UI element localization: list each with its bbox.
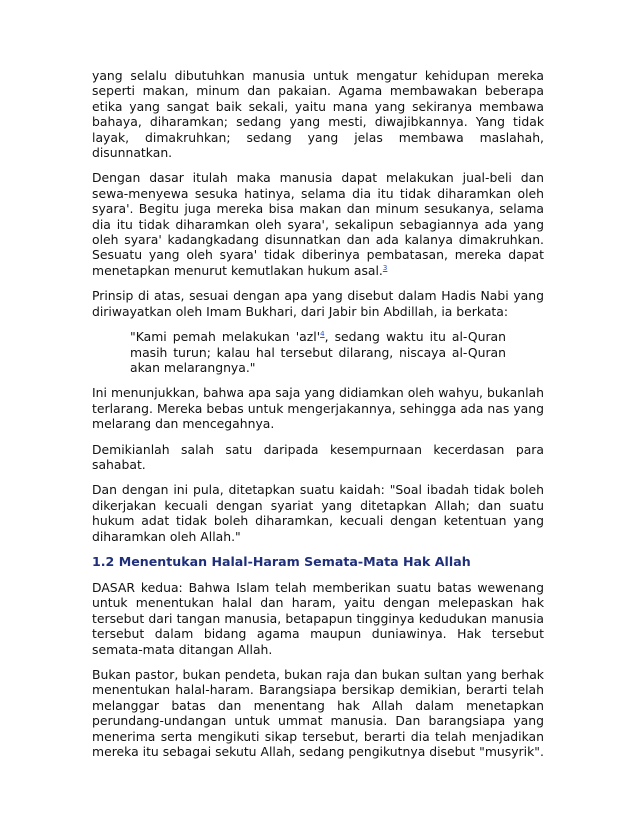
paragraph-demikianlah: Demikianlah salah satu daripada kesempurnaan kecerdasan para sahabat. bbox=[92, 441, 544, 472]
paragraph-dasar-text: Dengan dasar itulah maka manusia dapat melakukan jual-beli dan sewa-menyewa sesuka hatinya, selama dia itu tidak diharamkan oleh syara'. Begitu juga mereka bisa makan dan minum sesukanya, selama dia itu tidak diharamkan oleh syara', sekalipun sebagiannya ada yang oleh syara' kadangkadang disunnatkan dan ada kalanya dimakruhkan. Sesuatu yang oleh syara' tidak diberinya pembatasan, mereka dapat menetapkan menurut kemutlakan hukum asal. bbox=[92, 170, 544, 278]
paragraph-bukan-pastor: Bukan pastor, bukan pendeta, bukan raja dan bukan sultan yang berhak menentukan halal-haram. Barangsiapa bersikap demikian, berarti telah melanggar batas dan menentang hak Allah dalam menetapkan perundang-undangan untuk ummat manusia. Dan barangsiapa yang menerima serta mengikuti sikap tersebut, berarti dia telah menjadikan mereka itu sebagai sekutu Allah, sedang pengikutnya disebut "musyrik". bbox=[92, 667, 544, 760]
paragraph-ini-menunjukkan: Ini menunjukkan, bahwa apa saja yang didiamkan oleh wahyu, bukanlah terlarang. Mereka bebas untuk mengerjakannya, sehingga ada nas yang melarang dan mencegahnya. bbox=[92, 385, 544, 432]
paragraph-etika: yang selalu dibutuhkan manusia untuk mengatur kehidupan mereka seperti makan, minum dan pakaian. Agama membawakan beberapa etika yang sangat baik sekali, yaitu mana yang sekiranya membawa bahaya, diharamkan; sedang yang mesti, diwajibkannya. Yang tidak layak, dimakruhkan; sedang yang jelas membawa maslahah, disunnatkan. bbox=[92, 68, 544, 161]
footnote-ref-3[interactable] bbox=[383, 264, 387, 272]
footnote-link-4[interactable]: 4 bbox=[320, 329, 325, 338]
paragraph-prinsip: Prinsip di atas, sesuai dengan apa yang disebut dalam Hadis Nabi yang diriwayatkan oleh Imam Bukhari, dari Jabir bin Abdillah, ia berkata: bbox=[92, 288, 544, 319]
hadith-quote bbox=[130, 329, 506, 375]
quote-text-end: , sedang waktu itu al-Quran masih turun; kalau hal tersebut dilarang, niscaya al-Quran akan melarangnya." bbox=[130, 329, 506, 375]
footnote-link-3[interactable]: 3 bbox=[382, 263, 388, 272]
paragraph-dasar-hukum-asal bbox=[92, 170, 544, 278]
document-page bbox=[92, 68, 544, 769]
section-heading: 1.2 Menentukan Halal-Haram Semata-Mata Hak Allah bbox=[92, 553, 471, 569]
quote-text-start: "Kami pemah melakukan 'azl' bbox=[130, 329, 321, 345]
paragraph-dasar-kedua: DASAR kedua: Bahwa Islam telah memberikan suatu batas wewenang untuk menentukan halal dan haram, yaitu dengan melepaskan hak tersebut dari tangan manusia, betapapun tingginya kedudukan manusia tersebut dalam bidang agama maupun duniawinya. Hak tersebut semata-mata ditangan Allah. bbox=[92, 579, 544, 657]
paragraph-kaidah: Dan dengan ini pula, ditetapkan suatu kaidah: "Soal ibadah tidak boleh dikerjakan kecuali dengan syariat yang ditetapkan Allah; dan suatu hukum adat tidak boleh diharamkan, kecuali dengan ketentuan yang diharamkan oleh Allah." bbox=[92, 482, 544, 544]
